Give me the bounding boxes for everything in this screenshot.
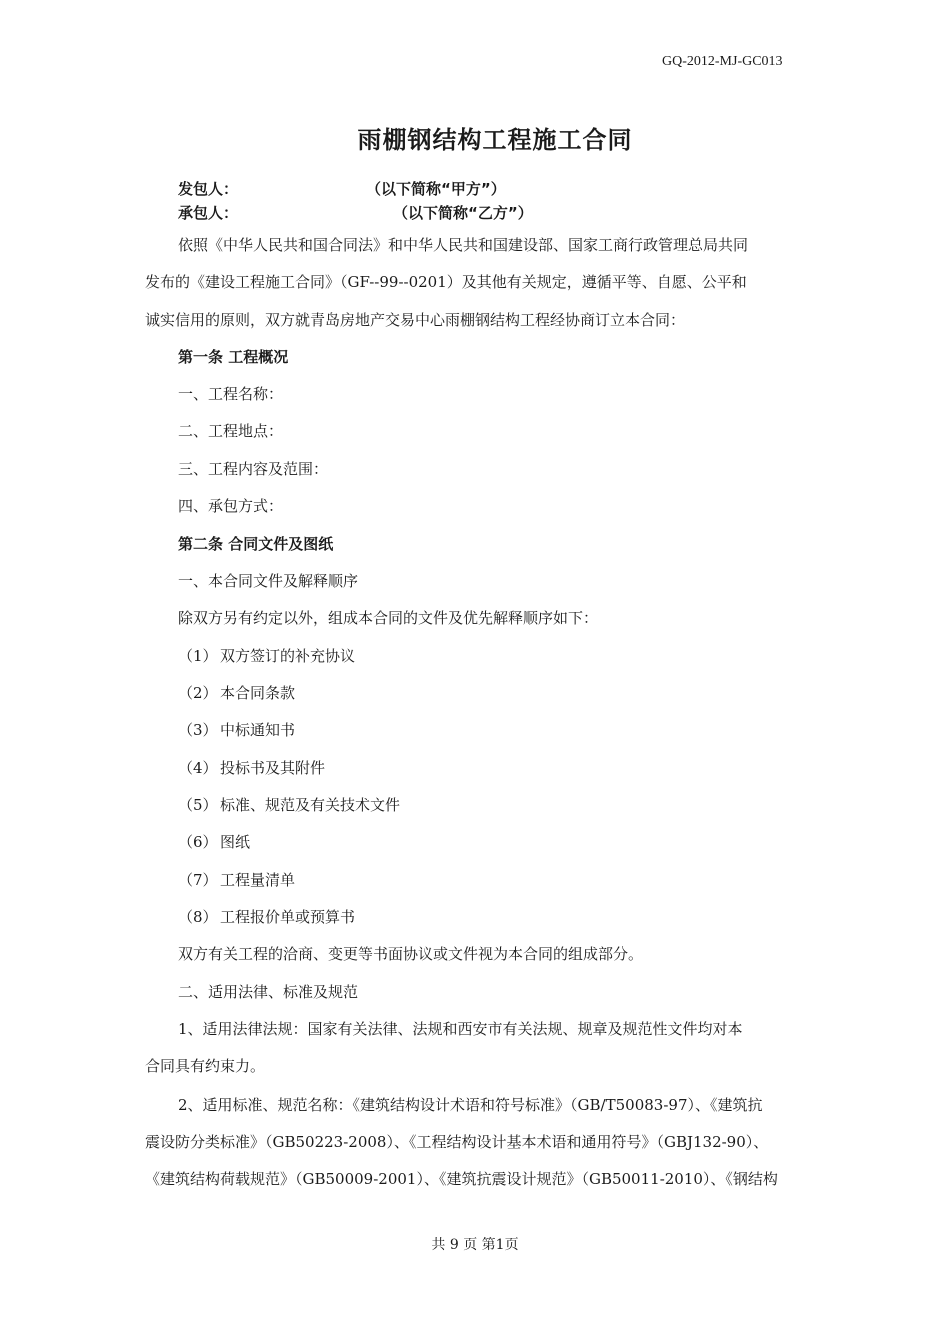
list-item-number: （7） (178, 871, 218, 889)
contract-mode-field: 四、承包方式： (178, 497, 284, 515)
list-item-number: （2） (178, 684, 218, 702)
list-item-text: 图纸 (220, 833, 251, 851)
list-item-text: 本合同条款 (220, 684, 296, 702)
list-item-text: 投标书及其附件 (220, 759, 326, 777)
list-item (178, 869, 295, 890)
law-clause-line: 1、适用法律法规：国家有关法律、法规和西安市有关法规、规章及规范性文件均对本 (178, 1020, 743, 1038)
project-location-field: 二、工程地点： (178, 422, 284, 440)
list-item-text: 工程量清单 (220, 871, 296, 889)
project-scope-field: 三、工程内容及范围： (178, 460, 329, 478)
documents-note: 双方有关工程的洽商、变更等书面协议或文件视为本合同的组成部分。 (178, 945, 644, 963)
list-item (178, 645, 355, 666)
list-item-number: （5） (178, 796, 218, 814)
list-item (178, 719, 295, 740)
employer-abbr: （以下简称“甲方”） (366, 180, 506, 198)
contractor-abbr: （以下简称“乙方”） (393, 204, 533, 222)
employer-label: 发包人： (178, 180, 239, 198)
article-1-heading: 第一条 工程概况 (178, 348, 289, 366)
list-item-text: 双方签订的补充协议 (220, 647, 356, 665)
list-item (178, 682, 295, 703)
article-2-heading: 第二条 合同文件及图纸 (178, 535, 334, 553)
preamble-line: 诚实信用的原则，双方就青岛房地产交易中心雨棚钢结构工程经协商订立本合同： (145, 311, 686, 329)
contract-title: 雨棚钢结构工程施工合同 (357, 126, 633, 154)
employer-line (178, 178, 506, 199)
subsection-heading: 二、适用法律、标准及规范 (178, 983, 359, 1001)
contractor-label: 承包人： (178, 204, 239, 222)
list-item (178, 906, 355, 927)
list-item-number: （3） (178, 721, 218, 739)
list-item-number: （8） (178, 908, 218, 926)
list-item (178, 757, 325, 778)
list-item (178, 794, 400, 815)
subsection-heading: 一、本合同文件及解释顺序 (178, 572, 359, 590)
list-item (178, 831, 250, 852)
list-item-text: 工程报价单或预算书 (220, 908, 356, 926)
standards-clause-line: 2、适用标准、规范名称：《建筑结构设计术语和符号标准》（GB/T50083-97）、《建筑抗 (178, 1096, 763, 1114)
document-order-intro: 除双方另有约定以外，组成本合同的文件及优先解释顺序如下： (178, 609, 599, 627)
page-footer: 共 9 页 第1页 (431, 1237, 519, 1253)
standards-clause-line: 震设防分类标准》（GB50223-2008）、《工程结构设计基本术语和通用符号》（GBJ132-90）、 (145, 1133, 769, 1151)
list-item-number: （1） (178, 647, 218, 665)
list-item-text: 标准、规范及有关技术文件 (220, 796, 401, 814)
list-item-number: （6） (178, 833, 218, 851)
law-clause-line: 合同具有约束力。 (145, 1057, 266, 1075)
preamble-line: 发布的《建设工程施工合同》（GF--99--0201）及其他有关规定，遵循平等、自愿、公平和 (145, 273, 747, 291)
standards-clause-line: 《建筑结构荷载规范》（GB50009-2001）、《建筑抗震设计规范》（GB50011-2010）、《钢结构 (145, 1170, 778, 1188)
list-item-number: （4） (178, 759, 218, 777)
list-item-text: 中标通知书 (220, 721, 296, 739)
project-name-field: 一、工程名称： (178, 385, 284, 403)
document-code: GQ-2012-MJ-GC013 (662, 54, 783, 69)
contractor-line (178, 202, 533, 223)
preamble-line: 依照《中华人民共和国合同法》和中华人民共和国建设部、国家工商行政管理总局共同 (178, 236, 749, 254)
